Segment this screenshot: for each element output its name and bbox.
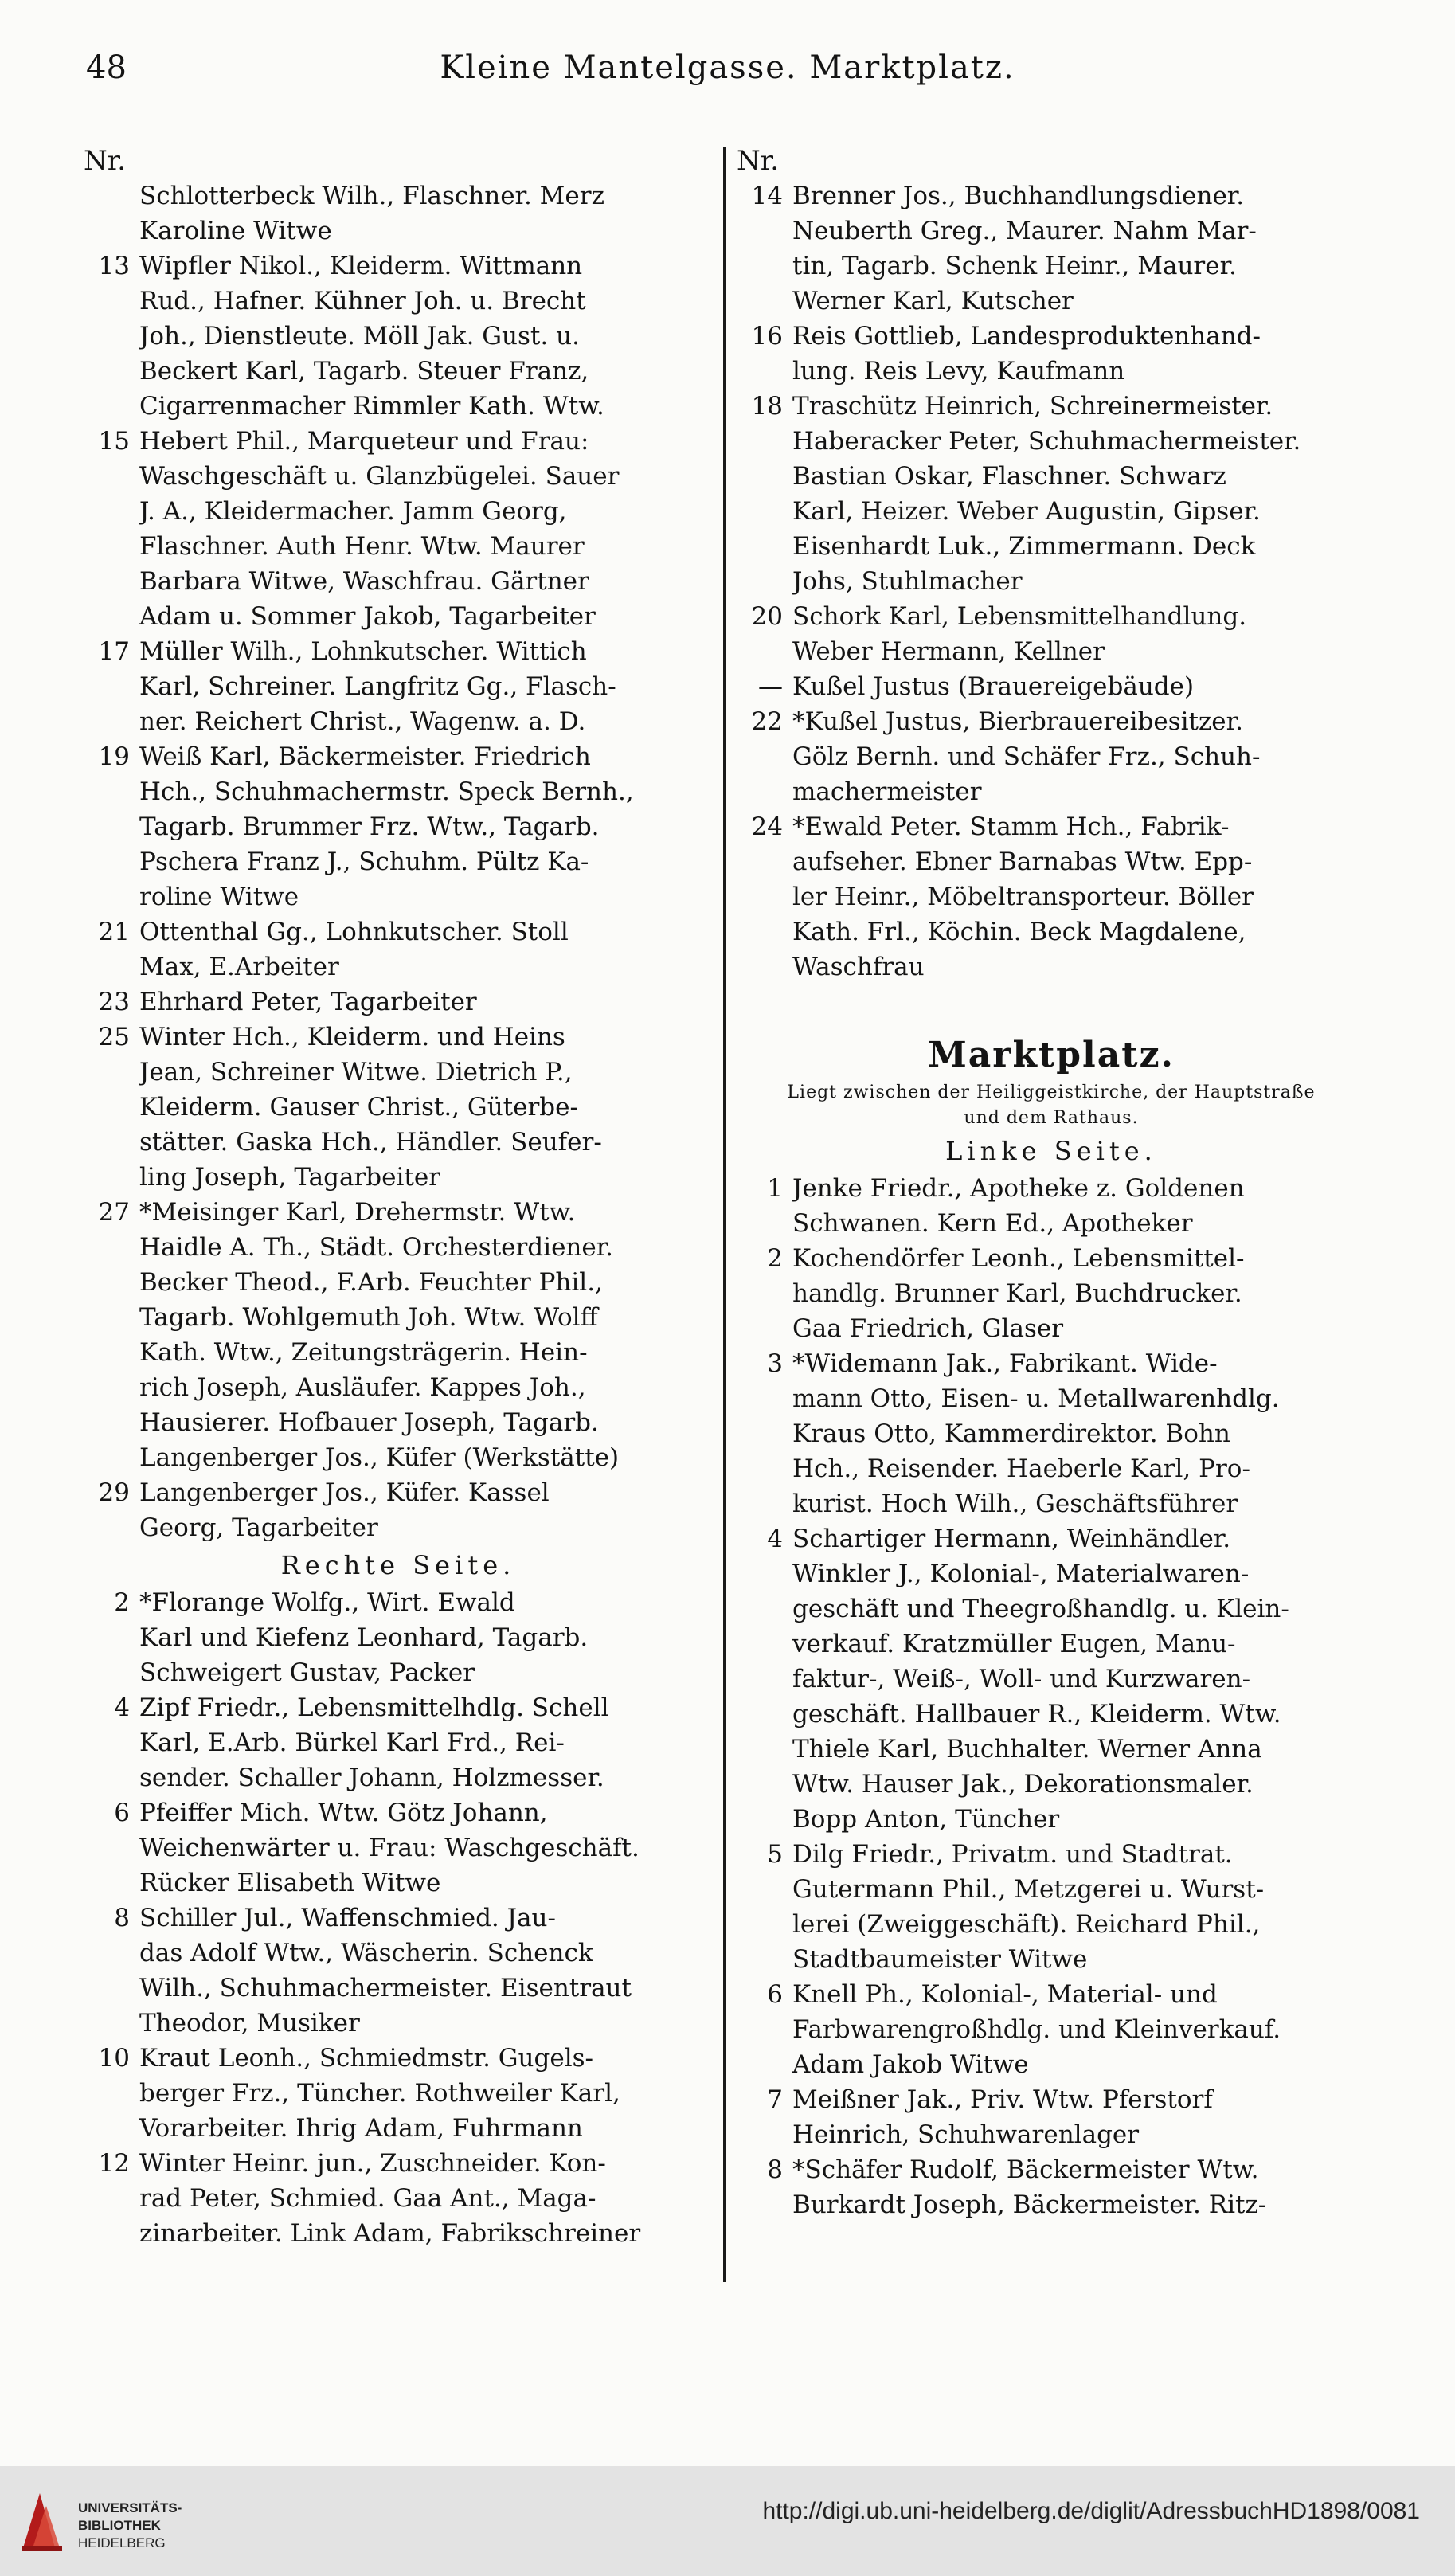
page-number: 48 [86, 49, 127, 86]
resident-line: Beckert Karl, Tagarb. Steuer Franz, [139, 357, 589, 386]
resident-line: Flaschner. Auth Henr. Wtw. Maurer [139, 532, 585, 561]
house-number: 8 [114, 1904, 130, 1932]
resident-line: Thiele Karl, Buchhalter. Werner Anna [792, 1735, 1262, 1764]
resident-line: Hch., Schuhmachermstr. Speck Bernh., [139, 777, 634, 806]
resident-line: Hausierer. Hofbauer Joseph, Tagarb. [139, 1408, 599, 1437]
resident-line: stätter. Gaska Hch., Händler. Seufer- [139, 1128, 602, 1157]
house-number: 2 [114, 1588, 130, 1617]
right-side-entries [84, 1585, 713, 2251]
resident-lines [139, 1475, 713, 1545]
resident-lines [792, 1977, 1366, 2082]
resident-lines [139, 985, 713, 1020]
right-column [737, 143, 1366, 2222]
resident-line: Wtw. Hauser Jak., Dekorationsmaler. [792, 1770, 1254, 1799]
resident-line: Langenberger Jos., Küfer (Werkstätte) [139, 1443, 620, 1472]
resident-line: Cigarrenmacher Rimmler Kath. Wtw. [139, 392, 604, 421]
resident-line: rad Peter, Schmied. Gaa Ant., Maga- [139, 2184, 596, 2213]
resident-line: Schlotterbeck Wilh., Flaschner. Merz [139, 182, 604, 210]
right-entries [737, 178, 1366, 985]
directory-entry [84, 249, 713, 424]
resident-line: Schiller Jul., Waffenschmied. Jau- [139, 1904, 556, 1932]
directory-entry [737, 2082, 1366, 2152]
house-number: 24 [751, 812, 783, 841]
resident-line: Haidle A. Th., Städt. Orchesterdiener. [139, 1233, 613, 1262]
resident-lines [139, 249, 713, 424]
resident-line: Traschütz Heinrich, Schreinermeister. [792, 392, 1273, 421]
resident-line: *Ewald Peter. Stamm Hch., Fabrik- [792, 812, 1230, 841]
directory-entry [84, 985, 713, 1020]
resident-line: Weber Hermann, Kellner [792, 637, 1105, 666]
directory-entry [737, 1346, 1366, 1521]
resident-line: Knell Ph., Kolonial-, Material- und [792, 1980, 1218, 2009]
resident-lines [139, 2146, 713, 2251]
directory-entry [84, 1195, 713, 1475]
resident-line: Stadtbaumeister Witwe [792, 1945, 1088, 1974]
resident-line: Meißner Jak., Priv. Wtw. Pferstorf [792, 2085, 1213, 2114]
logo-line: UNIVERSITÄTS- [78, 2500, 182, 2515]
house-number: 27 [98, 1198, 130, 1227]
directory-entry [737, 669, 1366, 704]
resident-lines [792, 704, 1366, 809]
resident-lines [139, 1195, 713, 1475]
resident-lines [792, 1521, 1366, 1837]
resident-line: Max, E.Arbeiter [139, 953, 339, 981]
resident-line: sender. Schaller Johann, Holzmesser. [139, 1764, 604, 1792]
resident-line: Adam Jakob Witwe [792, 2050, 1029, 2079]
resident-line: Schork Karl, Lebensmittelhandlung. [792, 602, 1247, 631]
house-number: 1 [767, 1174, 783, 1203]
resident-lines [139, 1585, 713, 1690]
directory-entry [737, 389, 1366, 599]
resident-line: Hch., Reisender. Haeberle Karl, Pro- [792, 1454, 1250, 1483]
directory-entry [737, 1521, 1366, 1837]
house-number [84, 178, 139, 249]
resident-line: geschäft. Hallbauer R., Kleiderm. Wtw. [792, 1700, 1281, 1728]
resident-line: handlg. Brunner Karl, Buchdrucker. [792, 1279, 1242, 1308]
resident-line: ling Joseph, Tagarbeiter [139, 1163, 440, 1192]
resident-lines [139, 914, 713, 985]
resident-lines [139, 178, 713, 249]
resident-line: Karl, E.Arb. Bürkel Karl Frd., Rei- [139, 1728, 565, 1757]
directory-entry [737, 1171, 1366, 1241]
nr-label: Nr. [737, 145, 780, 177]
resident-line: Neuberth Greg., Maurer. Nahm Mar- [792, 217, 1257, 245]
resident-line: *Meisinger Karl, Drehermstr. Wtw. [139, 1198, 576, 1227]
directory-entry [84, 178, 713, 249]
resident-line: *Schäfer Rudolf, Bäckermeister Wtw. [792, 2155, 1259, 2184]
resident-line: Zipf Friedr., Lebensmittelhdlg. Schell [139, 1693, 609, 1722]
footer-bar [0, 2466, 1455, 2576]
house-number: 25 [98, 1023, 130, 1051]
resident-line: aufseher. Ebner Barnabas Wtw. Epp- [792, 848, 1253, 876]
resident-lines [792, 1346, 1366, 1521]
resident-line: *Widemann Jak., Fabrikant. Wide- [792, 1349, 1218, 1378]
house-number: 8 [767, 2155, 783, 2184]
house-number: 2 [767, 1244, 783, 1273]
directory-entry [84, 634, 713, 739]
house-number: 19 [98, 742, 130, 771]
resident-line: J. A., Kleidermacher. Jamm Georg, [139, 497, 567, 526]
house-number: 7 [767, 2085, 783, 2114]
house-number: 17 [98, 637, 130, 666]
resident-line: Bastian Oskar, Flaschner. Schwarz [792, 462, 1226, 491]
resident-lines [792, 1171, 1366, 1241]
running-title: Kleine Mantelgasse. Marktplatz. [440, 49, 1015, 86]
resident-line: Theodor, Musiker [139, 2009, 360, 2038]
resident-line: Vorarbeiter. Ihrig Adam, Fuhrmann [139, 2114, 583, 2143]
house-number: 22 [751, 707, 783, 736]
resident-line: Karl, Schreiner. Langfritz Gg., Flasch- [139, 672, 616, 701]
resident-line: Gutermann Phil., Metzgerei u. Wurst- [792, 1875, 1265, 1904]
resident-line: Becker Theod., F.Arb. Feuchter Phil., [139, 1268, 603, 1297]
resident-line: Langenberger Jos., Küfer. Kassel [139, 1478, 550, 1507]
resident-lines [139, 2041, 713, 2146]
directory-entry [737, 809, 1366, 985]
resident-line: Tagarb. Wohlgemuth Joh. Wtw. Wolff [139, 1303, 598, 1332]
house-number: — [758, 672, 783, 701]
resident-lines [792, 669, 1366, 704]
resident-line: berger Frz., Tüncher. Rothweiler Karl, [139, 2079, 620, 2108]
resident-line: lung. Reis Levy, Kaufmann [792, 357, 1125, 386]
market-description-line: und dem Rathaus. [964, 1108, 1139, 1128]
house-number: 3 [767, 1349, 783, 1378]
resident-line: Ehrhard Peter, Tagarbeiter [139, 988, 477, 1016]
directory-entry [84, 1795, 713, 1901]
resident-line: zinarbeiter. Link Adam, Fabrikschreiner [139, 2219, 641, 2248]
resident-line: Karl und Kiefenz Leonhard, Tagarb. [139, 1623, 589, 1652]
resident-line: Werner Karl, Kutscher [792, 287, 1074, 315]
resident-line: verkauf. Kratzmüller Eugen, Manu- [792, 1630, 1236, 1658]
resident-line: Kath. Wtw., Zeitungsträgerin. Hein- [139, 1338, 588, 1367]
resident-line: Rücker Elisabeth Witwe [139, 1869, 441, 1897]
resident-line: ler Heinr., Möbeltransporteur. Böller [792, 883, 1254, 911]
resident-line: *Florange Wolfg., Wirt. Ewald [139, 1588, 515, 1617]
resident-lines [792, 599, 1366, 669]
resident-lines [792, 319, 1366, 389]
resident-line: Winter Hch., Kleiderm. und Heins [139, 1023, 565, 1051]
resident-line: Karl, Heizer. Weber Augustin, Gipser. [792, 497, 1261, 526]
house-number: 23 [98, 988, 130, 1016]
market-title: Marktplatz. [928, 1035, 1175, 1075]
resident-line: lerei (Zweiggeschäft). Reichard Phil., [792, 1910, 1261, 1939]
house-number: 29 [98, 1478, 130, 1507]
resident-line: Reis Gottlieb, Landesproduktenhand- [792, 322, 1261, 350]
resident-lines [139, 1020, 713, 1195]
resident-line: Weiß Karl, Bäckermeister. Friedrich [139, 742, 591, 771]
house-number: 13 [98, 252, 130, 280]
resident-line: Schweigert Gustav, Packer [139, 1658, 475, 1687]
market-description-line: Liegt zwischen der Heiliggeistkirche, der Hauptstraße [787, 1082, 1316, 1102]
resident-line: Gaa Friedrich, Glaser [792, 1314, 1064, 1343]
directory-entry [84, 1690, 713, 1795]
resident-lines [139, 634, 713, 739]
resident-line: Müller Wilh., Lohnkutscher. Wittich [139, 637, 587, 666]
directory-entry [84, 1475, 713, 1545]
house-number: 16 [751, 322, 783, 350]
house-number: 14 [751, 182, 783, 210]
directory-entry [84, 914, 713, 985]
resident-line: Kraut Leonh., Schmiedmstr. Gugels- [139, 2044, 593, 2073]
directory-entry [84, 1020, 713, 1195]
resident-line: Gölz Bernh. und Schäfer Frz., Schuh- [792, 742, 1261, 771]
directory-entry [737, 704, 1366, 809]
resident-line: Burkardt Joseph, Bäckermeister. Ritz- [792, 2190, 1267, 2219]
house-number: 21 [98, 918, 130, 946]
resident-line: Wilh., Schuhmachermeister. Eisentraut [139, 1974, 632, 2002]
resident-line: rich Joseph, Ausläufer. Kappes Joh., [139, 1373, 586, 1402]
house-number: 6 [114, 1799, 130, 1827]
market-entries [737, 1171, 1366, 2222]
resident-line: Barbara Witwe, Waschfrau. Gärtner [139, 567, 589, 596]
resident-line: tin, Tagarb. Schenk Heinr., Maurer. [792, 252, 1237, 280]
directory-entry [84, 1901, 713, 2041]
resident-line: Ottenthal Gg., Lohnkutscher. Stoll [139, 918, 569, 946]
house-number: 12 [98, 2149, 130, 2178]
resident-line: Winter Heinr. jun., Zuschneider. Kon- [139, 2149, 606, 2178]
resident-line: Kath. Frl., Köchin. Beck Magdalene, [792, 918, 1246, 946]
resident-line: Pschera Franz J., Schuhm. Pültz Ka- [139, 848, 589, 876]
market-description [737, 1080, 1366, 1131]
left-side-heading: Linke Seite. [945, 1136, 1157, 1166]
source-url-link[interactable]: http://digi.ub.uni-heidelberg.de/diglit/AdressbuchHD1898/0081 [762, 2498, 1420, 2524]
logo-line: BIBLIOTHEK [78, 2518, 161, 2533]
directory-entry [737, 599, 1366, 669]
resident-line: Brenner Jos., Buchhandlungsdiener. [792, 182, 1245, 210]
house-number: 5 [767, 1840, 783, 1869]
resident-lines [139, 1901, 713, 2041]
resident-line: Waschfrau [792, 953, 925, 981]
resident-line: kurist. Hoch Wilh., Geschäftsführer [792, 1490, 1238, 1518]
resident-line: *Kußel Justus, Bierbrauereibesitzer. [792, 707, 1243, 736]
resident-lines [139, 739, 713, 914]
resident-line: Karoline Witwe [139, 217, 332, 245]
column-divider [723, 147, 726, 2282]
resident-line: Adam u. Sommer Jakob, Tagarbeiter [139, 602, 596, 631]
house-number: 4 [767, 1525, 783, 1553]
resident-line: Farbwarengroßhdlg. und Kleinverkauf. [792, 2015, 1281, 2044]
resident-line: Wipfler Nikol., Kleiderm. Wittmann [139, 252, 583, 280]
resident-lines [139, 1690, 713, 1795]
resident-line: ner. Reichert Christ., Wagenw. a. D. [139, 707, 586, 736]
resident-lines [792, 1241, 1366, 1346]
resident-line: Kleiderm. Gauser Christ., Güterbe- [139, 1093, 578, 1122]
resident-line: Dilg Friedr., Privatm. und Stadtrat. [792, 1840, 1233, 1869]
resident-line: machermeister [792, 777, 982, 806]
resident-line: Heinrich, Schuhwarenlager [792, 2120, 1140, 2149]
resident-line: Haberacker Peter, Schuhmachermeister. [792, 427, 1301, 456]
left-entries [84, 178, 713, 1545]
resident-lines [792, 809, 1366, 985]
right-side-heading: Rechte Seite. [280, 1550, 516, 1580]
resident-line: Eisenhardt Luk., Zimmermann. Deck [792, 532, 1256, 561]
resident-line: Joh., Dienstleute. Möll Jak. Gust. u. [139, 322, 580, 350]
house-number: 4 [114, 1693, 130, 1722]
resident-line: Schartiger Hermann, Weinhändler. [792, 1525, 1231, 1553]
resident-line: das Adolf Wtw., Wäscherin. Schenck [139, 1939, 593, 1967]
resident-lines [792, 178, 1366, 319]
house-number: 20 [751, 602, 783, 631]
university-library-logo [16, 2482, 231, 2562]
left-column [84, 143, 713, 2251]
directory-entry [84, 1585, 713, 1690]
resident-lines [792, 1837, 1366, 1977]
resident-lines [139, 424, 713, 634]
resident-lines [792, 2152, 1366, 2222]
resident-line: Weichenwärter u. Frau: Waschgeschäft. [139, 1834, 639, 1862]
nr-label: Nr. [84, 145, 127, 177]
directory-entry [84, 424, 713, 634]
resident-line: roline Witwe [139, 883, 299, 911]
resident-line: Pfeiffer Mich. Wtw. Götz Johann, [139, 1799, 548, 1827]
directory-entry [737, 1837, 1366, 1977]
resident-line: Winkler J., Kolonial-, Materialwaren- [792, 1560, 1250, 1588]
house-number: 6 [767, 1980, 783, 2009]
resident-line: Kußel Justus (Brauereigebäude) [792, 672, 1195, 701]
resident-line: Waschgeschäft u. Glanzbügelei. Sauer [139, 462, 620, 491]
resident-line: Georg, Tagarbeiter [139, 1513, 378, 1542]
house-number: 15 [98, 427, 130, 456]
resident-line: mann Otto, Eisen- u. Metallwarenhdlg. [792, 1384, 1280, 1413]
resident-line: geschäft und Theegroßhandlg. u. Klein- [792, 1595, 1289, 1623]
resident-lines [139, 1795, 713, 1901]
directory-entry [737, 319, 1366, 389]
house-number: 10 [98, 2044, 130, 2073]
directory-entry [84, 2041, 713, 2146]
resident-line: Kraus Otto, Kammerdirektor. Bohn [792, 1419, 1230, 1448]
directory-entry [737, 1241, 1366, 1346]
directory-entry [737, 1977, 1366, 2082]
resident-line: Jean, Schreiner Witwe. Dietrich P., [139, 1058, 573, 1086]
resident-lines [792, 2082, 1366, 2152]
resident-line: Rud., Hafner. Kühner Joh. u. Brecht [139, 287, 586, 315]
resident-line: Kochendörfer Leonh., Lebensmittel- [792, 1244, 1245, 1273]
resident-line: Johs, Stuhlmacher [792, 567, 1023, 596]
directory-entry [737, 2152, 1366, 2222]
directory-entry [737, 178, 1366, 319]
library-emblem-icon [22, 2493, 62, 2551]
directory-entry [84, 739, 713, 914]
resident-line: Hebert Phil., Marqueteur und Frau: [139, 427, 589, 456]
directory-entry [84, 2146, 713, 2251]
resident-lines [792, 389, 1366, 599]
resident-line: Schwanen. Kern Ed., Apotheker [792, 1209, 1193, 1238]
resident-line: Tagarb. Brummer Frz. Wtw., Tagarb. [139, 812, 600, 841]
logo-line: HEIDELBERG [78, 2535, 166, 2551]
resident-line: Bopp Anton, Tüncher [792, 1805, 1060, 1834]
house-number: 18 [751, 392, 783, 421]
resident-line: Jenke Friedr., Apotheke z. Goldenen [792, 1174, 1245, 1203]
resident-line: faktur-, Weiß-, Woll- und Kurzwaren- [792, 1665, 1251, 1693]
